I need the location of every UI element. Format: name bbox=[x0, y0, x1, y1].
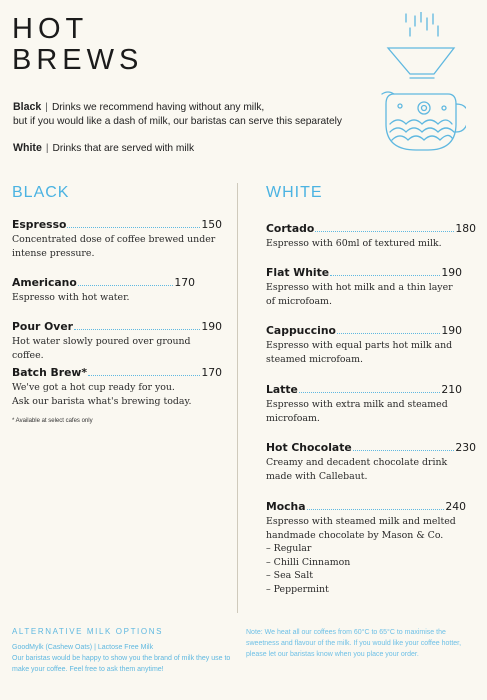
item-name: Americano bbox=[12, 276, 77, 289]
pour-over-coffee-icon bbox=[376, 12, 466, 152]
item-price: 190 bbox=[441, 266, 462, 279]
item-description: Espresso with extra milk and steamed microfoam. bbox=[266, 399, 448, 424]
white-label: White bbox=[13, 142, 42, 154]
item-description-2: Ask our barista what's brewing today. bbox=[12, 395, 192, 407]
item-price: 190 bbox=[441, 324, 462, 337]
menu-item-pour-over bbox=[12, 320, 222, 362]
option-chilli-cinnamon: – Chilli Cinnamon bbox=[266, 556, 351, 568]
alternative-milk-text: Our baristas would be happy to show you the brand of milk they use to make your coffee. Feel free to ask them anytime! bbox=[12, 655, 231, 673]
item-price: 170 bbox=[201, 366, 222, 379]
item-description: We've got a hot cup ready for you. bbox=[12, 382, 175, 393]
alternative-milk-heading: ALTERNATIVE MILK OPTIONS bbox=[12, 627, 164, 636]
menu-item-flat-white bbox=[266, 266, 462, 308]
menu-item-americano bbox=[12, 276, 195, 305]
white-text: Drinks that are served with milk bbox=[52, 143, 195, 154]
item-description: Hot water slowly poured over ground coffee. bbox=[12, 336, 191, 361]
menu-item-espresso bbox=[12, 218, 222, 260]
black-text: Drinks we recommend having without any milk, bbox=[51, 102, 265, 113]
menu-item-latte bbox=[266, 383, 462, 425]
alternative-milk-section bbox=[12, 627, 240, 675]
item-name: Latte bbox=[266, 383, 298, 396]
black-label: Black bbox=[13, 101, 42, 113]
item-price: 170 bbox=[174, 276, 195, 289]
item-price: 230 bbox=[455, 441, 476, 454]
item-name: Hot Chocolate bbox=[266, 441, 352, 454]
page-title bbox=[12, 14, 143, 76]
menu-item-batch-brew bbox=[12, 366, 222, 408]
leader-dots bbox=[337, 333, 440, 334]
menu-item-hot-chocolate bbox=[266, 441, 476, 483]
black-text-2: but if you would like a dash of milk, our baristas can serve this separately bbox=[13, 116, 342, 127]
leader-dots bbox=[299, 392, 441, 393]
item-description: Espresso with hot milk and a thin layer of microfoam. bbox=[266, 282, 453, 307]
black-definition bbox=[13, 100, 373, 129]
item-name: Mocha bbox=[266, 500, 306, 513]
menu-item-mocha bbox=[266, 500, 466, 596]
title-line-2: BREWS bbox=[12, 44, 144, 76]
item-description: Espresso with steamed milk and melted handmade chocolate by Mason & Co. bbox=[266, 516, 456, 541]
item-description: Creamy and decadent chocolate drink made with Callebaut. bbox=[266, 457, 448, 482]
option-peppermint: – Peppermint bbox=[266, 583, 329, 595]
item-description: Espresso with equal parts hot milk and steamed microfoam. bbox=[266, 340, 453, 365]
item-description: Espresso with 60ml of textured milk. bbox=[266, 238, 442, 249]
leader-dots bbox=[88, 375, 200, 376]
title-line-1: HOT bbox=[12, 13, 89, 45]
item-price: 190 bbox=[201, 320, 222, 333]
item-name: Pour Over bbox=[12, 320, 73, 333]
column-divider bbox=[237, 183, 238, 613]
leader-dots bbox=[67, 227, 200, 228]
white-definition bbox=[13, 141, 373, 156]
item-price: 210 bbox=[441, 383, 462, 396]
item-price: 150 bbox=[201, 218, 222, 231]
leader-dots bbox=[74, 329, 200, 330]
separator: | bbox=[45, 143, 49, 154]
temperature-note: Note: We heat all our coffees from 60°C to 65°C to maximise the sweetness and flavour of the milk. If you would like your coffee hotter, please let our baristas know when you place your order. bbox=[246, 629, 462, 658]
leader-dots bbox=[78, 285, 174, 286]
black-heading: BLACK bbox=[12, 184, 70, 201]
item-description: Concentrated dose of coffee brewed under intense pressure. bbox=[12, 234, 216, 259]
item-name: Cappuccino bbox=[266, 324, 336, 337]
item-price: 180 bbox=[455, 222, 476, 235]
item-name: Espresso bbox=[12, 218, 67, 231]
item-name: Batch Brew* bbox=[12, 366, 88, 379]
menu-item-cortado bbox=[266, 222, 476, 251]
availability-footnote: * Available at select cafes only bbox=[12, 418, 93, 424]
white-heading: WHITE bbox=[266, 184, 323, 201]
intro-legend bbox=[13, 100, 373, 168]
alternative-milk-options: GoodMylk (Cashew Oats) | Lactose Free Milk bbox=[12, 644, 154, 651]
separator: | bbox=[45, 102, 48, 113]
item-price: 240 bbox=[445, 500, 466, 513]
menu-item-cappuccino bbox=[266, 324, 462, 366]
leader-dots bbox=[330, 275, 440, 276]
leader-dots bbox=[307, 509, 445, 510]
item-description: Espresso with hot water. bbox=[12, 292, 130, 303]
leader-dots bbox=[353, 450, 455, 451]
option-regular: – Regular bbox=[266, 543, 312, 554]
item-name: Flat White bbox=[266, 266, 330, 279]
item-name: Cortado bbox=[266, 222, 315, 235]
option-sea-salt: – Sea Salt bbox=[266, 570, 313, 581]
leader-dots bbox=[315, 231, 454, 232]
